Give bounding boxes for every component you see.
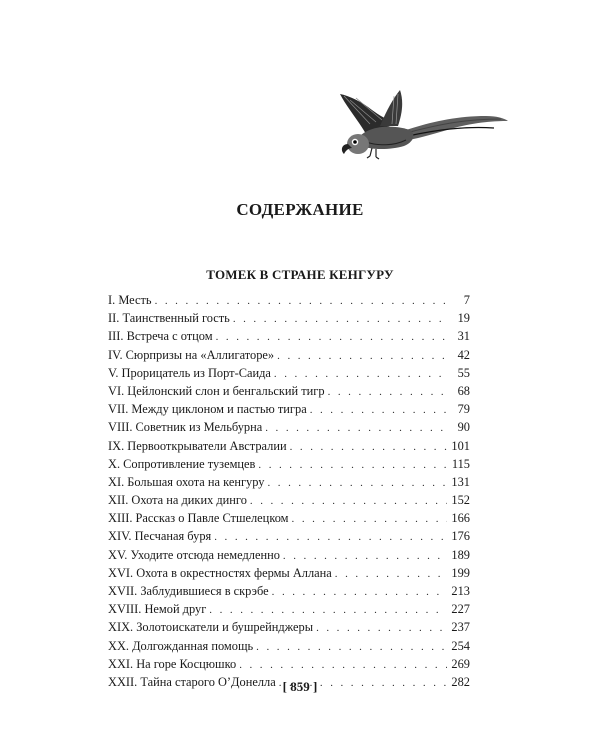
page-number: [ 859 ] bbox=[282, 679, 318, 694]
toc-entry-title: XVII. Заблудившиеся в скрэбе bbox=[108, 584, 269, 598]
toc-entry bbox=[108, 564, 470, 582]
toc-entry-title: X. Сопротивление туземцев bbox=[108, 456, 256, 471]
toc-leader-dots bbox=[155, 292, 447, 310]
toc-leader-dots bbox=[290, 438, 447, 456]
toc-entry-title: XI. Большая охота на кенгуру bbox=[108, 474, 265, 489]
toc-entry-page: 7 bbox=[463, 293, 470, 307]
toc-entry bbox=[108, 491, 470, 509]
toc-entry-page: 31 bbox=[457, 329, 470, 344]
toc-entry-title: V. Прорицатель из Порт-Саида bbox=[108, 365, 271, 380]
toc-leader-dots bbox=[272, 583, 447, 601]
section-title: ТОМЕК В СТРАНЕ КЕНГУРУ bbox=[206, 267, 394, 282]
toc-entry-page: 19 bbox=[457, 311, 470, 326]
toc-entry-title: IX. Первооткрыватели Австралии bbox=[108, 438, 287, 453]
toc-entry-page: 213 bbox=[451, 584, 470, 598]
toc-entry-title: XIV. Песчаная буря bbox=[108, 529, 212, 544]
toc-entry bbox=[108, 509, 470, 527]
toc-entry bbox=[108, 291, 470, 309]
toc-entry-title: XIX. Золотоискатели и бушрейнджеры bbox=[108, 620, 314, 635]
toc-entry bbox=[108, 455, 470, 473]
toc-entry-title: XVIII. Немой друг bbox=[108, 602, 207, 617]
toc-entry-page: 42 bbox=[457, 347, 470, 362]
toc-entry-page: 254 bbox=[451, 638, 470, 653]
toc-leader-dots bbox=[274, 365, 447, 383]
toc-entry-page: 176 bbox=[451, 529, 470, 544]
toc-entry-page: 131 bbox=[451, 474, 470, 489]
toc-entry bbox=[108, 546, 470, 564]
toc-leader-dots bbox=[239, 656, 447, 674]
toc-entry-title: VII. Между циклоном и пастью тигра bbox=[108, 402, 307, 417]
toc-leader-dots bbox=[316, 619, 447, 637]
toc-entry bbox=[108, 382, 470, 400]
toc-entry-title: XXI. На горе Косцюшко bbox=[108, 656, 237, 671]
toc-entry-title: XXII. Тайна старого О’Донелла bbox=[108, 674, 276, 689]
toc-entry bbox=[108, 473, 470, 491]
toc-entry bbox=[108, 637, 470, 655]
table-of-contents bbox=[108, 291, 470, 691]
toc-leader-dots bbox=[216, 328, 447, 346]
toc-entry bbox=[108, 437, 470, 455]
toc-leader-dots bbox=[292, 510, 447, 528]
toc-entry-page: 227 bbox=[451, 602, 470, 617]
toc-entry-title: III. Встреча с отцом bbox=[108, 329, 213, 344]
toc-leader-dots bbox=[283, 547, 447, 565]
toc-entry-page: 68 bbox=[457, 383, 470, 398]
toc-entry bbox=[108, 309, 470, 327]
toc-entry-page: 90 bbox=[457, 420, 470, 435]
toc-entry-title: XVI. Охота в окрестностях фермы Аллана bbox=[108, 565, 332, 580]
toc-entry bbox=[108, 655, 470, 673]
toc-entry-page: 189 bbox=[451, 547, 470, 562]
toc-entry-page: 269 bbox=[451, 656, 470, 671]
toc-entry bbox=[108, 327, 470, 345]
toc-entry-page: 101 bbox=[451, 438, 470, 453]
toc-leader-dots bbox=[267, 474, 447, 492]
toc-leader-dots bbox=[209, 601, 447, 619]
toc-entry-title: II. Таинственный гость bbox=[108, 311, 230, 326]
toc-entry-page: 237 bbox=[451, 620, 470, 635]
toc-entry-title: XV. Уходите отсюда немедленно bbox=[108, 547, 280, 562]
toc-entry-title: VI. Цейлонский слон и бенгальский тигр bbox=[108, 383, 325, 398]
toc-entry-title: IV. Сюрпризы на «Аллигаторе» bbox=[108, 347, 275, 362]
toc-entry bbox=[108, 582, 470, 600]
toc-entry-page: 152 bbox=[451, 493, 470, 508]
toc-leader-dots bbox=[250, 492, 447, 510]
toc-entry-page: 282 bbox=[451, 674, 470, 689]
toc-entry bbox=[108, 618, 470, 636]
toc-entry-title: XIII. Рассказ о Павле Стшелецком bbox=[108, 511, 289, 526]
toc-leader-dots bbox=[328, 383, 447, 401]
toc-entry-page: 166 bbox=[451, 511, 470, 526]
toc-entry-title: XII. Охота на диких динго bbox=[108, 493, 247, 508]
toc-entry bbox=[108, 364, 470, 382]
toc-entry bbox=[108, 346, 470, 364]
page-heading: СОДЕРЖАНИЕ bbox=[236, 200, 364, 219]
toc-entry-page: 115 bbox=[451, 456, 470, 471]
toc-leader-dots bbox=[265, 419, 447, 437]
toc-entry-title: VIII. Советник из Мельбурна bbox=[108, 420, 263, 435]
toc-entry-page: 79 bbox=[457, 402, 470, 417]
toc-leader-dots bbox=[258, 456, 447, 474]
parrot-illustration-icon bbox=[336, 86, 510, 172]
toc-entry bbox=[108, 527, 470, 545]
toc-entry bbox=[108, 600, 470, 618]
toc-entry-title: XX. Долгожданная помощь bbox=[108, 638, 254, 653]
toc-entry-title: I. Месть bbox=[108, 293, 152, 307]
toc-leader-dots bbox=[233, 310, 447, 328]
toc-leader-dots bbox=[335, 565, 447, 583]
toc-leader-dots bbox=[277, 347, 447, 365]
toc-leader-dots bbox=[214, 528, 447, 546]
toc-leader-dots bbox=[256, 638, 447, 656]
toc-entry bbox=[108, 418, 470, 436]
toc-leader-dots bbox=[310, 401, 447, 419]
toc-entry-page: 199 bbox=[451, 565, 470, 580]
toc-entry-page: 55 bbox=[457, 365, 470, 380]
toc-entry bbox=[108, 400, 470, 418]
